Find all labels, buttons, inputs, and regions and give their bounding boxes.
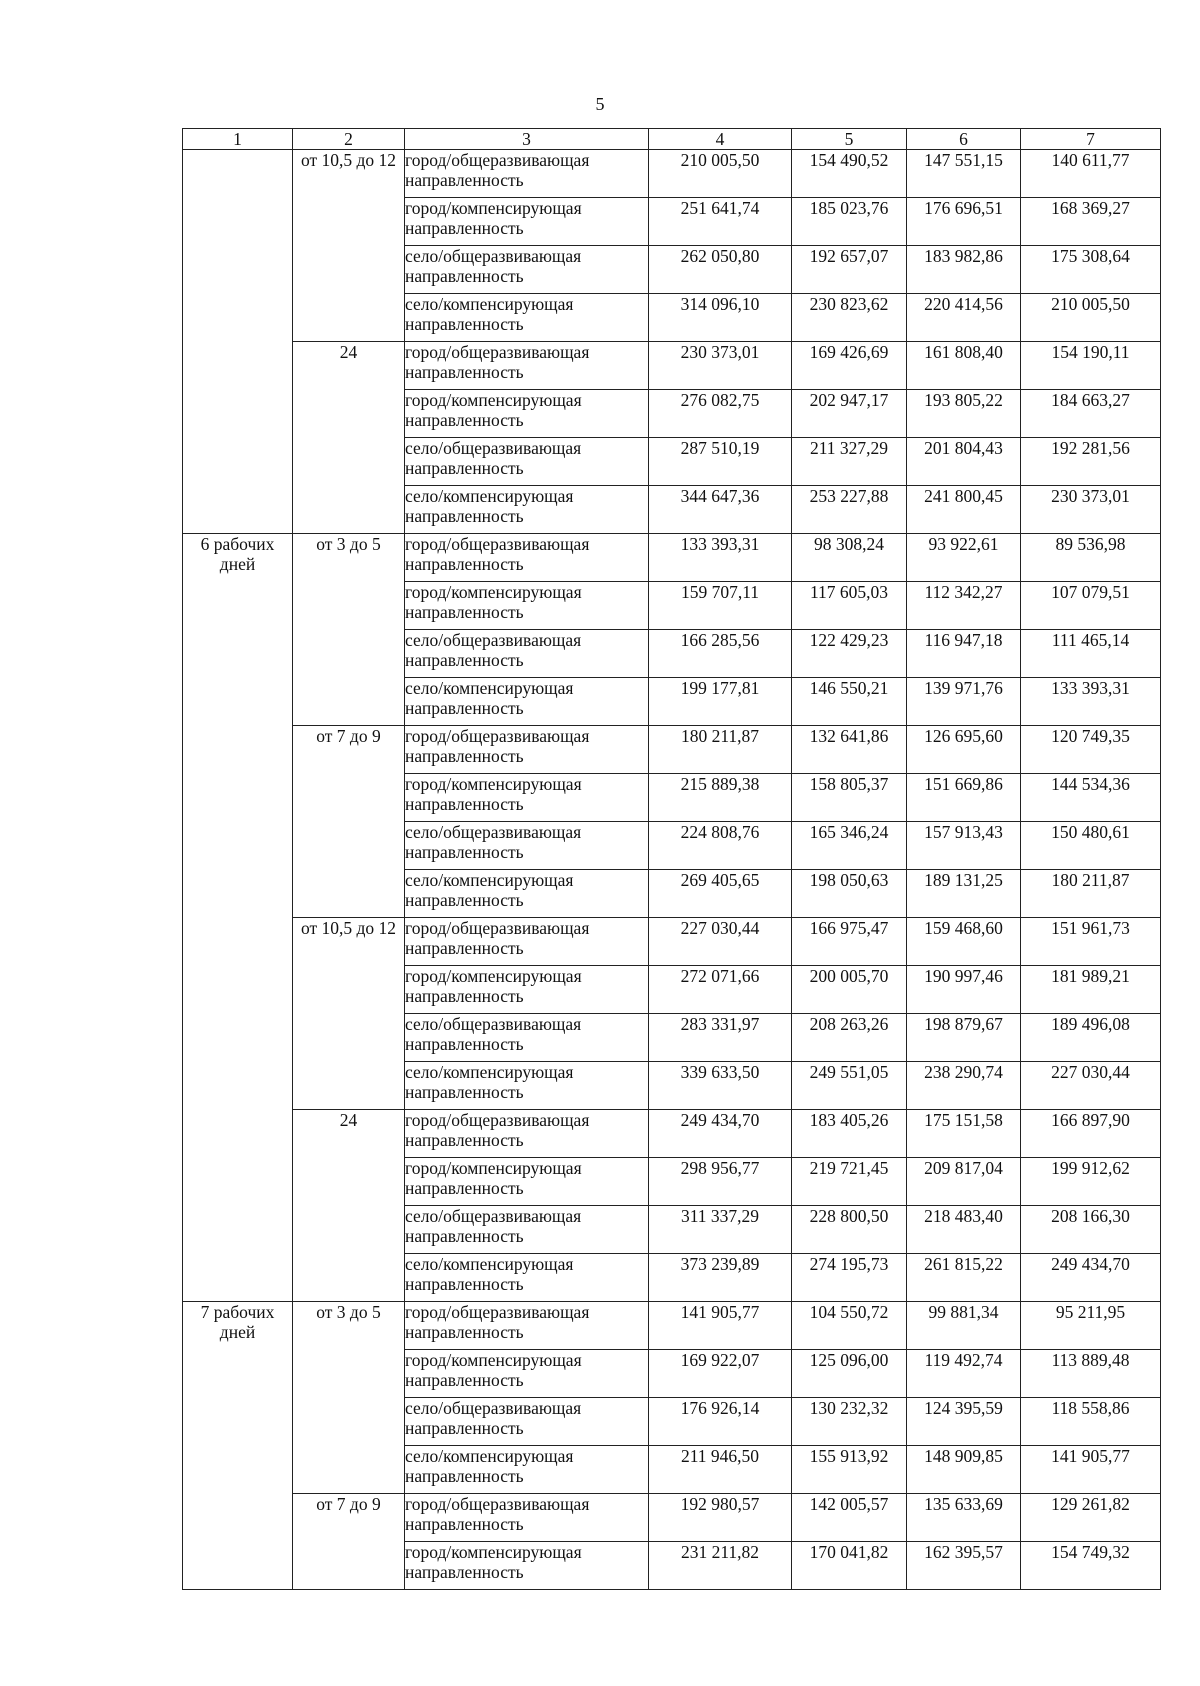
value-cell-5: 211 327,29 [792, 438, 907, 486]
value-cell-6: 139 971,76 [907, 678, 1021, 726]
value-cell-7: 210 005,50 [1021, 294, 1161, 342]
group-type-cell: село/общеразвивающая направленность [405, 1206, 649, 1254]
value-cell-5: 165 346,24 [792, 822, 907, 870]
value-cell-5: 249 551,05 [792, 1062, 907, 1110]
value-cell-4: 272 071,66 [649, 966, 792, 1014]
value-cell-7: 227 030,44 [1021, 1062, 1161, 1110]
value-cell-5: 169 426,69 [792, 342, 907, 390]
column-header-5: 5 [792, 129, 907, 150]
stay-hours-cell: от 10,5 до 12 [293, 918, 405, 1110]
value-cell-7: 199 912,62 [1021, 1158, 1161, 1206]
group-type-cell: село/компенсирующая направленность [405, 870, 649, 918]
value-cell-6: 119 492,74 [907, 1350, 1021, 1398]
value-cell-5: 104 550,72 [792, 1302, 907, 1350]
value-cell-5: 170 041,82 [792, 1542, 907, 1590]
value-cell-5: 198 050,63 [792, 870, 907, 918]
value-cell-4: 227 030,44 [649, 918, 792, 966]
group-type-cell: село/общеразвивающая направленность [405, 246, 649, 294]
value-cell-5: 146 550,21 [792, 678, 907, 726]
value-cell-5: 192 657,07 [792, 246, 907, 294]
value-cell-4: 276 082,75 [649, 390, 792, 438]
stay-hours-cell: от 3 до 5 [293, 534, 405, 726]
value-cell-4: 215 889,38 [649, 774, 792, 822]
value-cell-5: 228 800,50 [792, 1206, 907, 1254]
group-type-cell: село/компенсирующая направленность [405, 1062, 649, 1110]
value-cell-7: 95 211,95 [1021, 1302, 1161, 1350]
value-cell-5: 219 721,45 [792, 1158, 907, 1206]
group-type-cell: город/компенсирующая направленность [405, 390, 649, 438]
column-header-2: 2 [293, 129, 405, 150]
value-cell-4: 251 641,74 [649, 198, 792, 246]
value-cell-5: 183 405,26 [792, 1110, 907, 1158]
table-row [183, 534, 1161, 582]
group-type-cell: город/общеразвивающая направленность [405, 1110, 649, 1158]
group-type-cell: город/общеразвивающая направленность [405, 1302, 649, 1350]
value-cell-5: 158 805,37 [792, 774, 907, 822]
column-header-7: 7 [1021, 129, 1161, 150]
value-cell-4: 269 405,65 [649, 870, 792, 918]
value-cell-6: 162 395,57 [907, 1542, 1021, 1590]
table-row [183, 342, 1161, 390]
group-type-cell: село/компенсирующая направленность [405, 1446, 649, 1494]
value-cell-7: 208 166,30 [1021, 1206, 1161, 1254]
value-cell-6: 116 947,18 [907, 630, 1021, 678]
table-body [183, 150, 1161, 1590]
value-cell-4: 166 285,56 [649, 630, 792, 678]
value-cell-4: 176 926,14 [649, 1398, 792, 1446]
stay-hours-cell: от 3 до 5 [293, 1302, 405, 1494]
value-cell-5: 117 605,03 [792, 582, 907, 630]
value-cell-7: 180 211,87 [1021, 870, 1161, 918]
value-cell-6: 238 290,74 [907, 1062, 1021, 1110]
group-type-cell: город/компенсирующая направленность [405, 966, 649, 1014]
value-cell-6: 161 808,40 [907, 342, 1021, 390]
value-cell-7: 184 663,27 [1021, 390, 1161, 438]
value-cell-6: 198 879,67 [907, 1014, 1021, 1062]
value-cell-7: 111 465,14 [1021, 630, 1161, 678]
value-cell-4: 133 393,31 [649, 534, 792, 582]
stay-hours-cell: от 7 до 9 [293, 1494, 405, 1590]
value-cell-5: 208 263,26 [792, 1014, 907, 1062]
value-cell-4: 192 980,57 [649, 1494, 792, 1542]
value-cell-7: 107 079,51 [1021, 582, 1161, 630]
table-row [183, 150, 1161, 198]
value-cell-5: 130 232,32 [792, 1398, 907, 1446]
value-cell-7: 189 496,08 [1021, 1014, 1161, 1062]
column-header-3: 3 [405, 129, 649, 150]
group-type-cell: город/общеразвивающая направленность [405, 150, 649, 198]
table-row [183, 1302, 1161, 1350]
value-cell-4: 249 434,70 [649, 1110, 792, 1158]
value-cell-5: 200 005,70 [792, 966, 907, 1014]
value-cell-4: 314 096,10 [649, 294, 792, 342]
header-row [183, 129, 1161, 150]
group-type-cell: село/общеразвивающая направленность [405, 630, 649, 678]
value-cell-4: 141 905,77 [649, 1302, 792, 1350]
column-header-6: 6 [907, 129, 1021, 150]
value-cell-5: 155 913,92 [792, 1446, 907, 1494]
value-cell-5: 154 490,52 [792, 150, 907, 198]
value-cell-6: 175 151,58 [907, 1110, 1021, 1158]
value-cell-7: 113 889,48 [1021, 1350, 1161, 1398]
value-cell-4: 230 373,01 [649, 342, 792, 390]
value-cell-7: 141 905,77 [1021, 1446, 1161, 1494]
group-type-cell: город/общеразвивающая направленность [405, 918, 649, 966]
value-cell-5: 253 227,88 [792, 486, 907, 534]
value-cell-6: 193 805,22 [907, 390, 1021, 438]
value-cell-6: 99 881,34 [907, 1302, 1021, 1350]
value-cell-6: 124 395,59 [907, 1398, 1021, 1446]
value-cell-4: 311 337,29 [649, 1206, 792, 1254]
value-cell-6: 126 695,60 [907, 726, 1021, 774]
value-cell-6: 176 696,51 [907, 198, 1021, 246]
group-type-cell: город/компенсирующая направленность [405, 1158, 649, 1206]
value-cell-5: 274 195,73 [792, 1254, 907, 1302]
value-cell-7: 140 611,77 [1021, 150, 1161, 198]
stay-hours-cell: от 10,5 до 12 [293, 150, 405, 342]
value-cell-6: 93 922,61 [907, 534, 1021, 582]
stay-hours-cell: от 7 до 9 [293, 726, 405, 918]
column-header-4: 4 [649, 129, 792, 150]
value-cell-6: 147 551,15 [907, 150, 1021, 198]
working-days-cell [183, 150, 293, 534]
group-type-cell: город/компенсирующая направленность [405, 198, 649, 246]
value-cell-5: 98 308,24 [792, 534, 907, 582]
table-row [183, 918, 1161, 966]
value-cell-7: 154 749,32 [1021, 1542, 1161, 1590]
group-type-cell: село/общеразвивающая направленность [405, 1014, 649, 1062]
working-days-cell: 7 рабочих дней [183, 1302, 293, 1590]
value-cell-6: 201 804,43 [907, 438, 1021, 486]
value-cell-4: 373 239,89 [649, 1254, 792, 1302]
value-cell-6: 148 909,85 [907, 1446, 1021, 1494]
value-cell-4: 283 331,97 [649, 1014, 792, 1062]
value-cell-7: 129 261,82 [1021, 1494, 1161, 1542]
value-cell-7: 175 308,64 [1021, 246, 1161, 294]
page-number: 5 [595, 94, 605, 114]
value-cell-6: 190 997,46 [907, 966, 1021, 1014]
value-cell-7: 144 534,36 [1021, 774, 1161, 822]
group-type-cell: село/компенсирующая направленность [405, 486, 649, 534]
value-cell-7: 181 989,21 [1021, 966, 1161, 1014]
value-cell-6: 241 800,45 [907, 486, 1021, 534]
group-type-cell: село/компенсирующая направленность [405, 1254, 649, 1302]
value-cell-6: 112 342,27 [907, 582, 1021, 630]
table-row [183, 1494, 1161, 1542]
value-cell-6: 218 483,40 [907, 1206, 1021, 1254]
value-cell-6: 157 913,43 [907, 822, 1021, 870]
group-type-cell: город/общеразвивающая направленность [405, 534, 649, 582]
value-cell-5: 132 641,86 [792, 726, 907, 774]
value-cell-7: 249 434,70 [1021, 1254, 1161, 1302]
value-cell-4: 210 005,50 [649, 150, 792, 198]
tariff-table [182, 128, 1161, 1590]
value-cell-5: 142 005,57 [792, 1494, 907, 1542]
value-cell-6: 189 131,25 [907, 870, 1021, 918]
value-cell-7: 133 393,31 [1021, 678, 1161, 726]
group-type-cell: село/общеразвивающая направленность [405, 822, 649, 870]
value-cell-7: 192 281,56 [1021, 438, 1161, 486]
value-cell-4: 344 647,36 [649, 486, 792, 534]
working-days-cell: 6 рабочих дней [183, 534, 293, 1302]
value-cell-6: 159 468,60 [907, 918, 1021, 966]
table-row [183, 1110, 1161, 1158]
group-type-cell: село/общеразвивающая направленность [405, 438, 649, 486]
value-cell-4: 224 808,76 [649, 822, 792, 870]
group-type-cell: город/компенсирующая направленность [405, 774, 649, 822]
value-cell-4: 211 946,50 [649, 1446, 792, 1494]
value-cell-7: 166 897,90 [1021, 1110, 1161, 1158]
value-cell-7: 89 536,98 [1021, 534, 1161, 582]
group-type-cell: город/компенсирующая направленность [405, 1542, 649, 1590]
value-cell-6: 183 982,86 [907, 246, 1021, 294]
value-cell-5: 122 429,23 [792, 630, 907, 678]
value-cell-5: 166 975,47 [792, 918, 907, 966]
value-cell-5: 125 096,00 [792, 1350, 907, 1398]
table-row [183, 726, 1161, 774]
group-type-cell: город/общеразвивающая направленность [405, 726, 649, 774]
value-cell-4: 180 211,87 [649, 726, 792, 774]
value-cell-7: 118 558,86 [1021, 1398, 1161, 1446]
value-cell-6: 151 669,86 [907, 774, 1021, 822]
value-cell-6: 209 817,04 [907, 1158, 1021, 1206]
value-cell-6: 135 633,69 [907, 1494, 1021, 1542]
value-cell-5: 202 947,17 [792, 390, 907, 438]
value-cell-4: 339 633,50 [649, 1062, 792, 1110]
value-cell-7: 168 369,27 [1021, 198, 1161, 246]
value-cell-4: 262 050,80 [649, 246, 792, 294]
stay-hours-cell: 24 [293, 342, 405, 534]
group-type-cell: город/общеразвивающая направленность [405, 1494, 649, 1542]
stay-hours-cell: 24 [293, 1110, 405, 1302]
value-cell-6: 261 815,22 [907, 1254, 1021, 1302]
group-type-cell: город/компенсирующая направленность [405, 1350, 649, 1398]
value-cell-4: 231 211,82 [649, 1542, 792, 1590]
group-type-cell: село/общеразвивающая направленность [405, 1398, 649, 1446]
group-type-cell: село/компенсирующая направленность [405, 294, 649, 342]
value-cell-7: 230 373,01 [1021, 486, 1161, 534]
value-cell-4: 169 922,07 [649, 1350, 792, 1398]
group-type-cell: село/компенсирующая направленность [405, 678, 649, 726]
value-cell-7: 154 190,11 [1021, 342, 1161, 390]
value-cell-4: 287 510,19 [649, 438, 792, 486]
column-header-1: 1 [183, 129, 293, 150]
value-cell-7: 151 961,73 [1021, 918, 1161, 966]
value-cell-4: 199 177,81 [649, 678, 792, 726]
value-cell-5: 230 823,62 [792, 294, 907, 342]
group-type-cell: город/общеразвивающая направленность [405, 342, 649, 390]
value-cell-4: 298 956,77 [649, 1158, 792, 1206]
value-cell-6: 220 414,56 [907, 294, 1021, 342]
value-cell-4: 159 707,11 [649, 582, 792, 630]
value-cell-5: 185 023,76 [792, 198, 907, 246]
table-header [183, 129, 1161, 150]
group-type-cell: город/компенсирующая направленность [405, 582, 649, 630]
value-cell-7: 150 480,61 [1021, 822, 1161, 870]
value-cell-7: 120 749,35 [1021, 726, 1161, 774]
